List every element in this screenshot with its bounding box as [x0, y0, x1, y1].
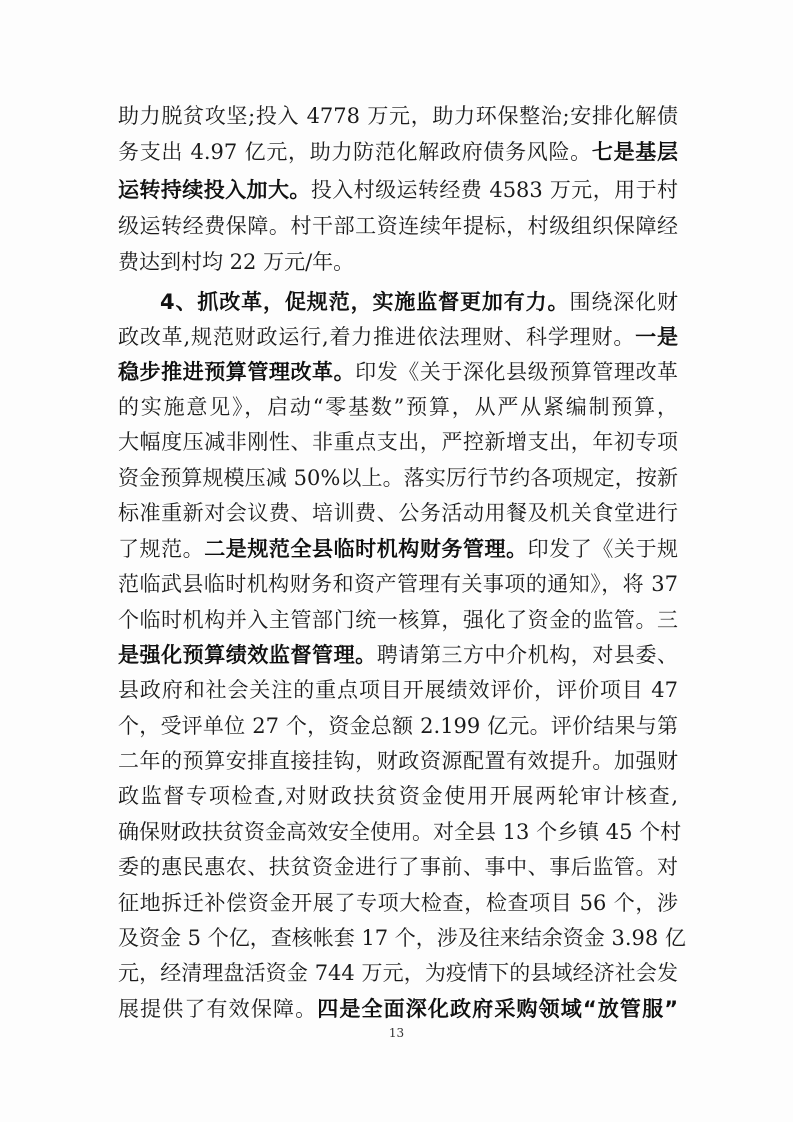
text-line	[118, 209, 678, 243]
text-line	[118, 425, 678, 459]
text-segment: 政改革,规范财政运行,着力推进依法理财、科学理财。	[118, 325, 636, 349]
text-segment: 及资金 5 个亿，查核帐套 17 个，涉及往来结余资金 3.98 亿	[118, 926, 686, 950]
text-segment: 印发了《关于规	[527, 537, 679, 561]
text-line	[118, 461, 678, 495]
text-segment: 个，受评单位 27 个，资金总额 2.199 亿元。评价结果与第	[118, 714, 678, 738]
text-segment: 费达到村均 22 万元/年。	[118, 250, 355, 274]
text-line	[118, 709, 678, 743]
text-segment: 标准重新对会议费、培训费、公务活动用餐及机关食堂进行	[118, 501, 678, 525]
text-segment: 范临武县临时机构财务和资产管理有关事项的通知》，将 37	[118, 572, 678, 596]
text-line	[118, 285, 678, 319]
text-segment: 二年的预算安排直接挂钩，财政资源配置有效提升。加强财	[118, 749, 678, 773]
text-segment: 的实施意见》，启动“零基数”预算，从严从紧编制预算，	[118, 395, 678, 419]
text-line	[118, 921, 686, 955]
text-line	[118, 992, 678, 1026]
text-line	[118, 779, 678, 813]
text-line	[118, 603, 678, 637]
text-line	[118, 567, 678, 601]
text-line	[118, 320, 678, 354]
text-line	[118, 245, 678, 279]
bold-text-segment: 七是基层	[591, 140, 679, 164]
text-line	[118, 673, 678, 707]
bold-text-segment: 运转持续投入加大。	[118, 178, 311, 202]
text-segment: 征地拆迁补偿资金开展了专项大检查，检查项目 56 个，涉	[118, 891, 678, 915]
text-segment: 聘请第三方中介机构，对县委、	[376, 643, 679, 667]
text-line	[118, 99, 678, 133]
bold-text-segment: 稳步推进预算管理改革。	[118, 360, 356, 384]
text-line	[118, 496, 678, 530]
text-segment: 县政府和社会关注的重点项目开展绩效评价，评价项目 47	[118, 678, 678, 702]
bold-text-segment: 一是	[635, 325, 679, 349]
text-line	[118, 173, 678, 207]
text-segment: 大幅度压减非刚性、非重点支出，严控新增支出，年初专项	[118, 430, 678, 454]
text-line	[118, 355, 678, 389]
text-line	[118, 532, 678, 566]
text-segment: 级运转经费保障。村干部工资连续年提标，村级组织保障经	[118, 214, 678, 238]
text-segment: 确保财政扶贫资金高效安全使用。对全县 13 个乡镇 45 个村	[118, 820, 682, 844]
bold-text-segment: 二是规范全县临时机构财务管理。	[204, 537, 528, 561]
bold-text-segment: 是强化预算绩效监督管理。	[118, 643, 377, 667]
text-segment: 围绕深化财	[569, 290, 678, 314]
text-segment: 务支出 4.97 亿元，助力防范化解政府债务风险。	[118, 140, 592, 164]
text-line	[118, 850, 678, 884]
text-segment: 政监督专项检查,对财政扶贫资金使用开展两轮审计核查,	[118, 784, 678, 808]
text-line	[118, 956, 678, 990]
text-line	[118, 744, 678, 778]
text-segment: 印发《关于深化县级预算管理改革	[355, 360, 679, 384]
text-segment: 元，经清理盘活资金 744 万元，为疫情下的县域经济社会发	[118, 961, 678, 985]
text-segment: 委的惠民惠农、扶贫资金进行了事前、事中、事后监管。对	[118, 855, 678, 879]
page-number: 13	[388, 1026, 405, 1040]
text-segment: 助力脱贫攻坚;投入 4778 万元，助力环保整治;安排化解债	[118, 104, 678, 128]
bold-text-segment: 4、抓改革，促规范，实施监督更加有力。	[160, 290, 570, 314]
text-line	[118, 815, 682, 849]
text-line	[118, 886, 678, 920]
bold-text-segment: 四是全面深化政府采购领域“放管服”	[317, 997, 679, 1021]
text-line	[118, 638, 678, 672]
text-segment: 个临时机构并入主管部门统一核算，强化了资金的监管。三	[118, 608, 678, 632]
text-segment: 资金预算规模压减 50%以上。落实厉行节约各项规定，按新	[118, 466, 678, 490]
text-segment: 投入村级运转经费 4583 万元，用于村	[310, 178, 678, 202]
text-segment: 展提供了有效保障。	[118, 997, 318, 1021]
text-line	[118, 390, 678, 424]
text-segment: 了规范。	[118, 537, 205, 561]
text-line	[118, 135, 678, 169]
